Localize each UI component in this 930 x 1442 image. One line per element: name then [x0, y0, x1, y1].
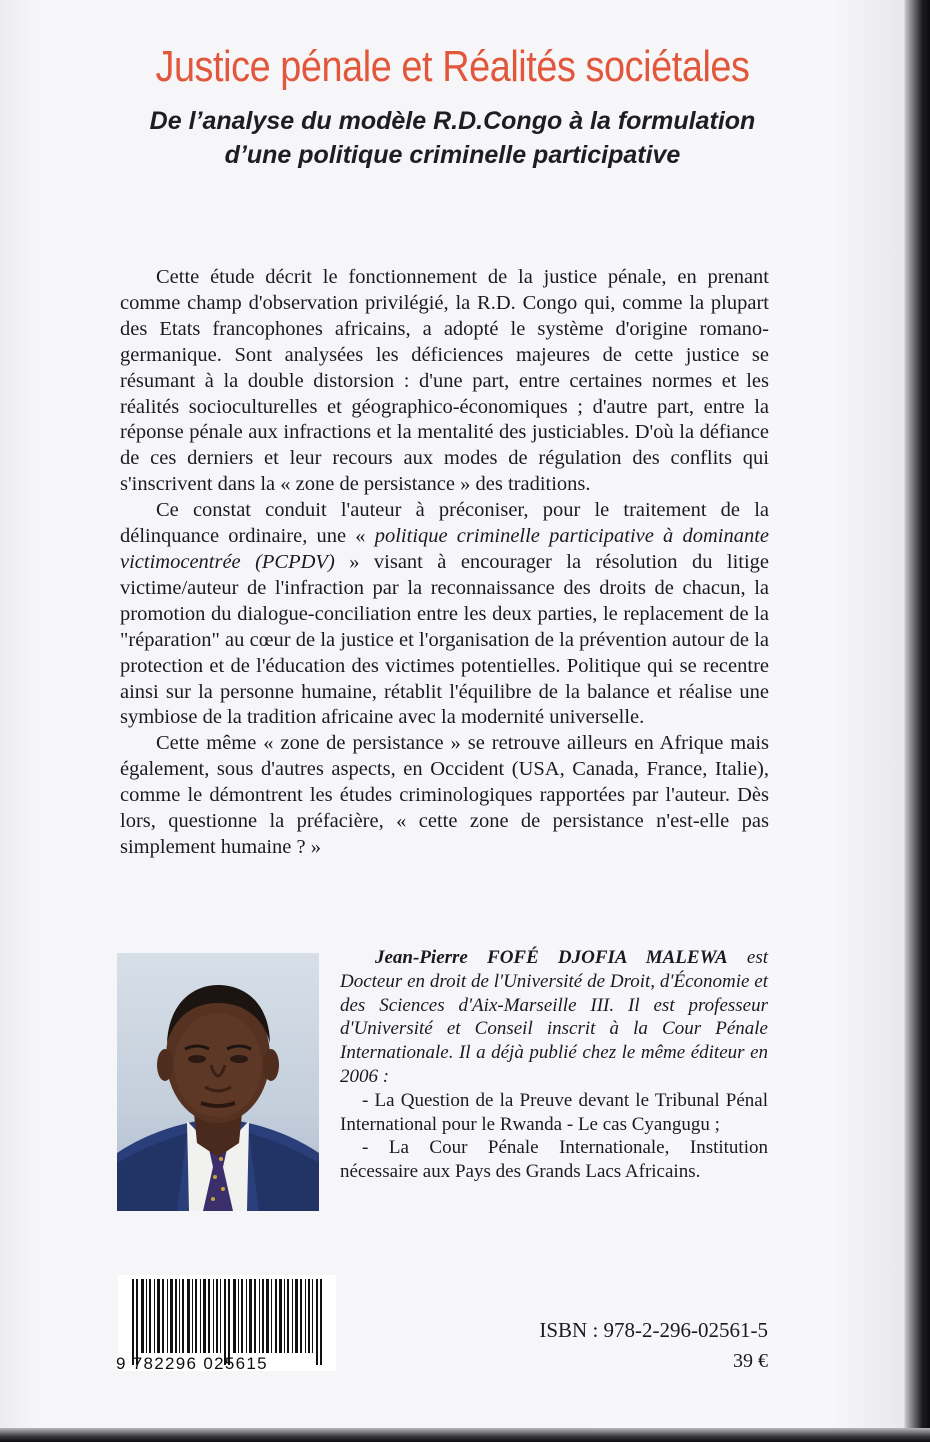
author-works-list: [340, 1089, 768, 1184]
author-work-2: - La Cour Pénale Internationale, Institution nécessaire aux Pays des Grands Lacs Africains.: [340, 1137, 768, 1183]
book-title: Justice pénale et Réalités sociétales: [155, 42, 750, 91]
summary-text: [120, 265, 769, 861]
author-work-1: - La Question de la Preuve devant le Tribunal Pénal International pour le Rwanda - Le cas Cyangugu ;: [340, 1089, 768, 1135]
barcode-digits: 9 782296 025615: [116, 1354, 268, 1373]
author-portrait-image: [117, 953, 319, 1211]
book-subtitle: [60, 104, 845, 172]
author-bio-text: [340, 946, 768, 1089]
summary-paragraph-1: Cette étude décrit le fonctionnement de la justice pénale, en prenant comme champ d'observation privilégié, la R.D. Congo qui, comme la plupart des Etats francophones africains, a adopté le système d'origine romano-germanique. Sont analysées les déficiences majeures de cette justice se résumant à la double distorsion : d'une part, entre certaines normes et les réalités socioculturelles et géographico-économiques ; d'autre part, entre la réponse pénale aux infractions et la mentalité des justiciables. D'où la défiance de ces derniers et leur recours aux modes de régulation des conflits qui s'inscrivent dans la « zone de persistance » des traditions.: [120, 266, 769, 496]
summary-p2-end: » visant à encourager la résolution du litige victime/auteur de l'infraction par la reconnaissance des droits de chacun, la promotion du dialogue-conciliation entre les deux parties, le replacement de la "réparation" au cœur de la justice et l'organisation de la prévention autour de la protection et de l'éducation des victimes potentielles. Politique qui se recentre ainsi sur la personne humaine, rétablit l'équilibre de la balance et réalise une symbiose de la tradition africaine avec la modernité universelle.: [120, 550, 770, 729]
author-bio: [340, 946, 768, 1184]
summary-p2-start: Ce constat conduit l'auteur à préconiser, pour le traitement de la délinquance ordinaire, une «: [120, 499, 769, 548]
isbn-number: ISBN : 978-2-296-02561-5: [539, 1318, 768, 1342]
summary-p2-italic: politique criminelle participative à dominante victimocentrée (PCPDV): [120, 525, 769, 573]
author-bio-intro: est Docteur en droit de l'Université de Droit, d'Économie et des Sciences d'Aix-Marseille III. Il est professeur d'Université et Conseil inscrit à la Cour Pénale Internationale. Il a déjà publié chez le même éditeur en 2006 :: [340, 947, 769, 1087]
book-edge-shadow: [905, 0, 930, 1442]
subtitle-line-2: d’une politique criminelle participative: [224, 141, 681, 169]
author-photo: [117, 953, 319, 1211]
subtitle-line-1: De l’analyse du modèle R.D.Congo à la formulation: [149, 107, 756, 135]
summary-paragraph-3: Cette même « zone de persistance » se retrouve ailleurs en Afrique mais également, sous d'autres aspects, en Occident (USA, Canada, France, Italie), comme le démontrent les études criminologiques rapportées par l'auteur. Dès lors, questionne la préfacière, « cette zone de persistance n'est-elle pas simplement humaine ? »: [120, 732, 769, 858]
book-bottom-shadow: [0, 1428, 930, 1442]
summary-paragraph-2: [120, 498, 769, 731]
author-name: Jean-Pierre FOFÉ DJOFIA MALEWA: [375, 947, 728, 968]
price: 39 €: [733, 1350, 768, 1372]
